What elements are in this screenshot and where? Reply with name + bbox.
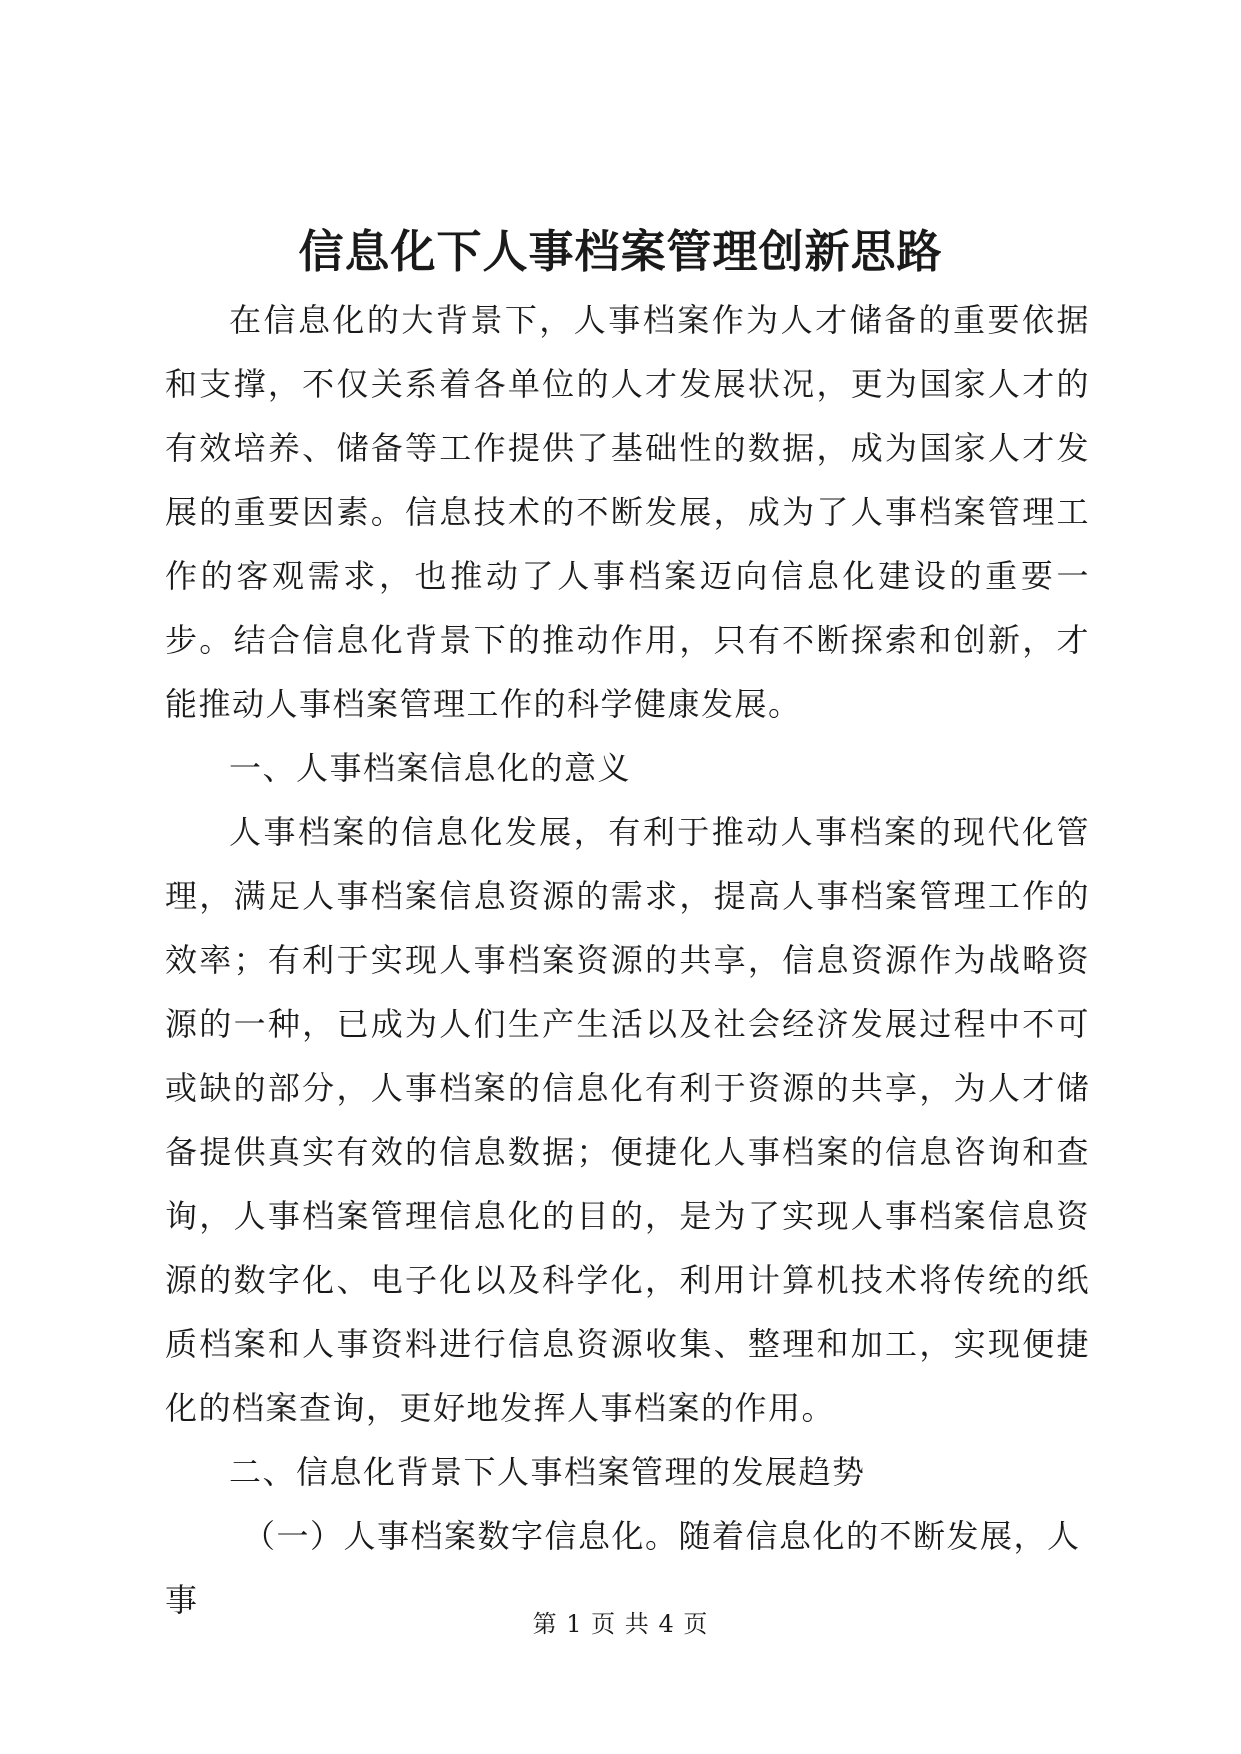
section-heading-1: 一、人事档案信息化的意义 xyxy=(229,749,632,787)
section-heading-2: 二、信息化背景下人事档案管理的发展趋势 xyxy=(229,1453,866,1491)
paragraph-intro: 在信息化的大背景下，人事档案作为人才储备的重要依据和支撑，不仅关系着各单位的人才发展状况，更为国家人才的有效培养、储备等工作提供了基础性的数据，成为国家人才发展的重要因素。信息技术的不断发展，成为了人事档案管理工作的客观需求，也推动了人事档案迈向信息化建设的重要一步。结合信息化背景下的推动作用，只有不断探索和创新，才能推动人事档案管理工作的科学健康发展。 xyxy=(165,301,1090,723)
page-number-footer: 第 1 页 共 4 页 xyxy=(532,1610,709,1638)
document-title: 信息化下人事档案管理创新思路 xyxy=(298,225,943,278)
paragraph-significance: 人事档案的信息化发展，有利于推动人事档案的现代化管理，满足人事档案信息资源的需求，提高人事档案管理工作的效率；有利于实现人事档案资源的共享，信息资源作为战略资源的一种，已成为人们生产生活以及社会经济发展过程中不可或缺的部分，人事档案的信息化有利于资源的共享，为人才储备提供真实有效的信息数据；便捷化人事档案的信息咨询和查询，人事档案管理信息化的目的，是为了实现人事档案信息资源的数字化、电子化以及科学化，利用计算机技术将传统的纸质档案和人事资料进行信息资源收集、整理和加工，实现便捷化的档案查询，更好地发挥人事档案的作用。 xyxy=(165,813,1090,1427)
document-body xyxy=(165,288,1090,1632)
subsection-1: （一）人事档案数字信息化。随着信息化的不断发展，人事 xyxy=(165,1517,1081,1619)
